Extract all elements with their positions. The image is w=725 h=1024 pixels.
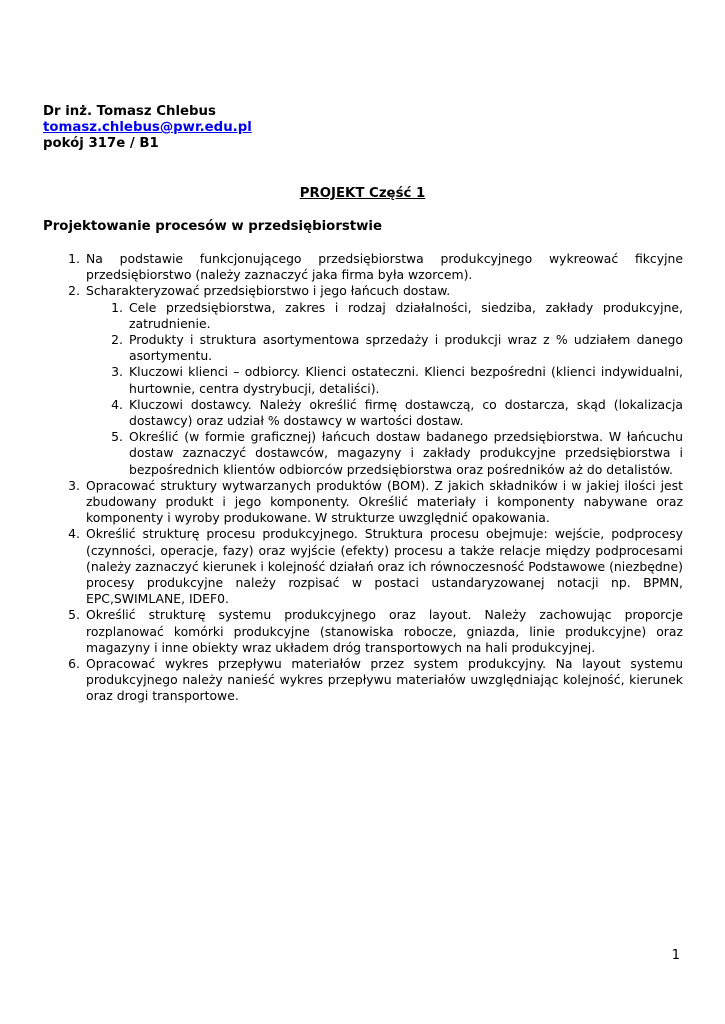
list-item bbox=[43, 656, 683, 705]
sub-list-item-text: Cele przedsiębiorstwa, zakres i rodzaj działalności, siedziba, zakłady produkcyjne, zatrudnienie. bbox=[129, 299, 683, 331]
list-item-text: Określić strukturę systemu produkcyjnego oraz layout. Należy zachowując proporcje rozplanować komórki produkcyjne (stanowiska robocze, gniazda, linie produkcyjne) oraz magazyny i inne obiekty wraz układem dróg transportowych na hali produkcyjnej. bbox=[86, 607, 683, 655]
list-item-number: 6. bbox=[68, 656, 80, 672]
list-item-number: 5. bbox=[68, 607, 80, 623]
list-item bbox=[43, 283, 683, 299]
list-item-text: Określić strukturę procesu produkcyjnego. Struktura procesu obejmuje: wejście, podprocesy (czynności, operacje, fazy) oraz wyjście (efekty) procesu a także relacje między podprocesami (należy zaznaczyć kierunek i kolejność działań oraz ich równoczesność Podstawowe (niezbędne) procesy produkcyjne należy rozpisać w postaci ustandaryzowanej notacji np. BPMN, EPC,SWIMLANE, IDEF0. bbox=[86, 526, 683, 607]
sub-list-item-number: 5. bbox=[111, 429, 123, 445]
sub-list-item-text: Kluczowi dostawcy. Należy określić firmę dostawczą, co dostarcza, skąd (lokalizacja dostawcy) oraz udział % dostawcy w wartości dostaw. bbox=[129, 396, 683, 429]
list-item-number: 4. bbox=[68, 526, 80, 542]
task-list bbox=[43, 251, 683, 705]
sub-list-item-text: Kluczowi klienci – odbiorcy. Klienci ostateczni. Klienci bezpośredni (klienci indywidualni, hurtownie, centra dystrybucji, detaliści). bbox=[129, 364, 683, 396]
sub-list-item-text: Określić (w formie graficznej) łańcuch dostaw badanego przedsiębiorstwa. W łańcuchu dostaw zaznaczyć dostawców, magazyny i zakłady produkcyjne przedsiębiorstwa i bezpośrednich klientów odbiorców przedsiębiorstwa oraz pośredników aż do detalistów. bbox=[129, 429, 683, 477]
project-title: PROJEKT Część 1 bbox=[299, 186, 426, 201]
author-name: Dr inż. Tomasz Chlebus bbox=[43, 104, 216, 119]
list-item bbox=[43, 251, 683, 283]
list-item-number: 1. bbox=[68, 251, 80, 266]
sub-list-item-number: 3. bbox=[111, 364, 123, 380]
sub-list-item bbox=[86, 429, 683, 478]
sub-list-item-text: Produkty i struktura asortymentowa sprzedaży i produkcji wraz z % udziałem danego asortymentu. bbox=[129, 332, 683, 364]
list-item-text: Scharakteryzować przedsiębiorstwo i jego łańcuch dostaw. bbox=[86, 283, 451, 299]
sub-list-item-number: 1. bbox=[111, 299, 123, 315]
sub-list-item bbox=[86, 397, 683, 429]
list-item bbox=[43, 526, 683, 607]
sub-list-item-number: 2. bbox=[111, 332, 123, 348]
list-item-text: Opracować struktury wytwarzanych produktów (BOM). Z jakich składników i w jakiej ilości jest zbudowany produkt i jego komponenty. Określić materiały i komponenty nabywane oraz komponenty i wyroby produkowane. W strukturze uwzględnić opakowania. bbox=[86, 477, 683, 526]
sub-list bbox=[43, 300, 683, 478]
page-number: 1 bbox=[671, 948, 680, 963]
author-email-link[interactable]: tomasz.chlebus@pwr.edu.pl bbox=[43, 120, 252, 135]
section-title: Projektowanie procesów w przedsiębiorstwie bbox=[43, 219, 383, 234]
list-item-text: Na podstawie funkcjonującego przedsiębiorstwa produkcyjnego wykreować fikcyjne przedsiębiorstwo (należy zaznaczyć jaka firma była wzorcem). bbox=[86, 251, 683, 283]
author-header bbox=[43, 104, 252, 152]
sub-list-item bbox=[86, 332, 683, 364]
list-item bbox=[43, 607, 683, 656]
sub-list-item-number: 4. bbox=[111, 396, 123, 412]
sub-list-item bbox=[86, 300, 683, 332]
list-item bbox=[43, 478, 683, 527]
list-item-number: 2. bbox=[68, 283, 80, 299]
list-item-text: Opracować wykres przepływu materiałów przez system produkcyjny. Na layout systemu produkcyjnego należy nanieść wykres przepływu materiałów uwzględniając kolejność, kierunek oraz drogi transportowe. bbox=[86, 656, 683, 704]
list-item-number: 3. bbox=[68, 477, 80, 493]
sub-list-item bbox=[86, 364, 683, 396]
author-room: pokój 317e / B1 bbox=[43, 136, 159, 151]
